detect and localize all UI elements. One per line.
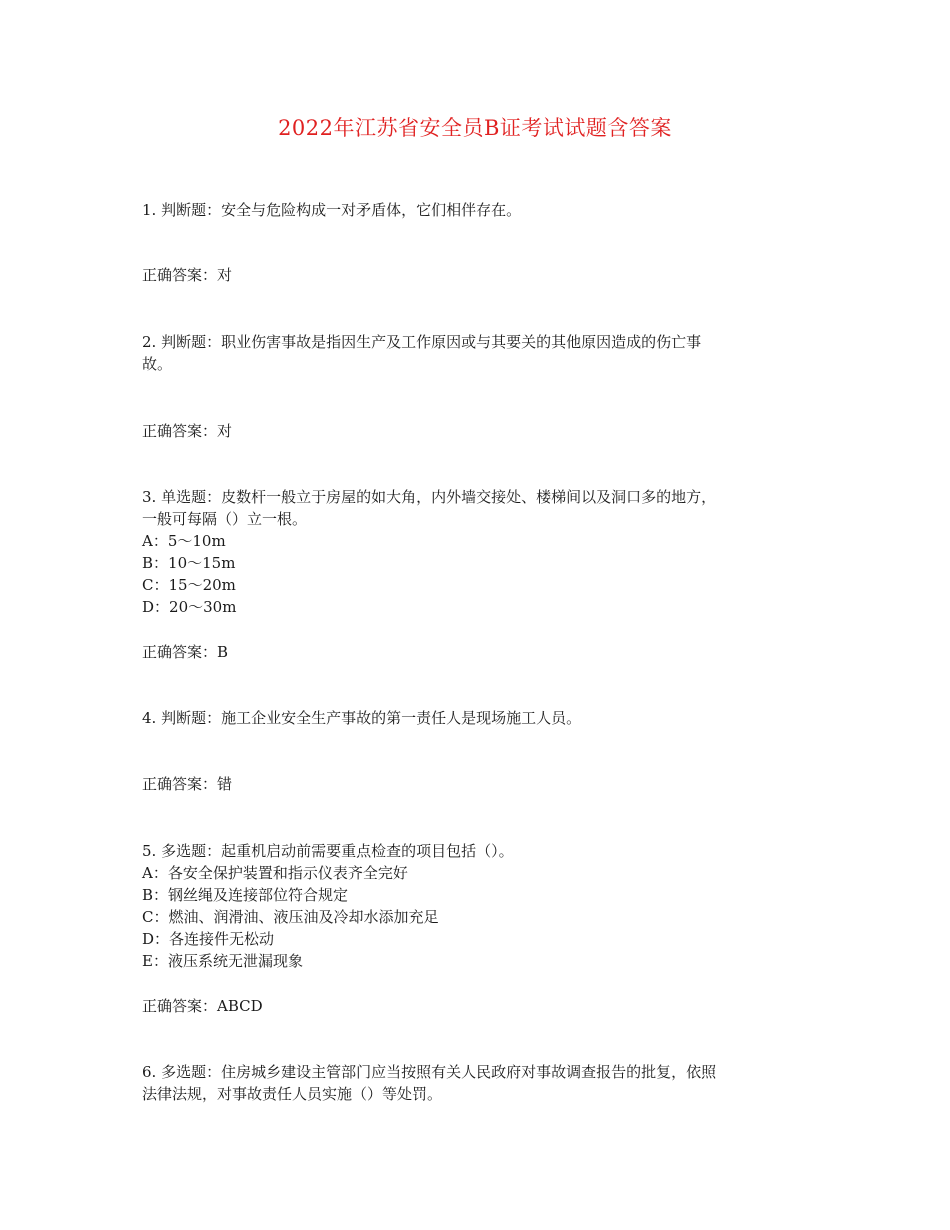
question-4-answer: 正确答案：错 bbox=[142, 775, 233, 793]
question-3-option-d: D：20～30m bbox=[142, 598, 237, 616]
question-6-text-line2: 法律法规，对事故责任人员实施（）等处罚。 bbox=[142, 1085, 443, 1103]
question-6-text-line1: 6. 多选题：住房城乡建设主管部门应当按照有关人民政府对事故调查报告的批复，依照 bbox=[142, 1063, 717, 1081]
question-3-text-line2: 一般可每隔（）立一根。 bbox=[142, 510, 308, 528]
document-title: 2022年江苏省安全员B证考试试题含答案 bbox=[278, 116, 672, 140]
question-5-option-d: D：各连接件无松动 bbox=[142, 930, 275, 948]
question-5-option-c: C：燃油、润滑油、液压油及冷却水添加充足 bbox=[142, 908, 439, 926]
question-2-answer: 正确答案：对 bbox=[142, 422, 233, 440]
question-3-text-line1: 3. 单选题：皮数杆一般立于房屋的如大角，内外墙交接处、楼梯间以及洞口多的地方， bbox=[142, 488, 717, 506]
question-5-option-b: B：钢丝绳及连接部位符合规定 bbox=[142, 886, 349, 904]
question-3-option-b: B：10～15m bbox=[142, 554, 236, 572]
question-1-answer: 正确答案：对 bbox=[142, 266, 233, 284]
question-5-answer: 正确答案：ABCD bbox=[142, 997, 263, 1015]
question-3-answer: 正确答案：B bbox=[142, 643, 229, 661]
question-5-option-e: E：液压系统无泄漏现象 bbox=[142, 952, 303, 970]
question-2-text-line2: 故。 bbox=[142, 355, 173, 373]
question-3-option-c: C：15～20m bbox=[142, 576, 236, 594]
question-4-text: 4. 判断题：施工企业安全生产事故的第一责任人是现场施工人员。 bbox=[142, 709, 582, 727]
question-2-text-line1: 2. 判断题：职业伤害事故是指因生产及工作原因或与其要关的其他原因造成的伤亡事 bbox=[142, 333, 702, 351]
question-5-option-a: A：各安全保护装置和指示仪表齐全完好 bbox=[142, 864, 408, 882]
question-5-text: 5. 多选题：起重机启动前需要重点检查的项目包括（）。 bbox=[142, 842, 514, 860]
question-3-option-a: A：5～10m bbox=[142, 532, 226, 550]
question-1-text: 1. 判断题：安全与危险构成一对矛盾体，它们相伴存在。 bbox=[142, 201, 522, 219]
